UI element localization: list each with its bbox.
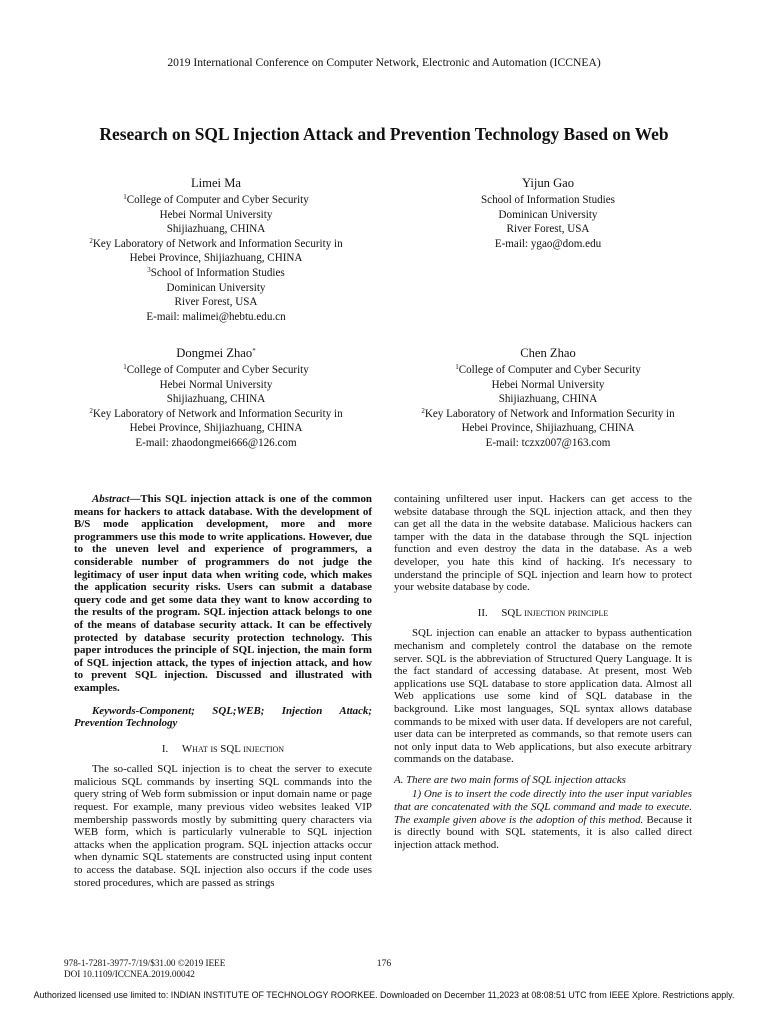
isbn-line: 978-1-7281-3977-7/19/$31.00 ©2019 IEEE (64, 958, 226, 968)
section-2-paragraph: SQL injection can enable an attacker to bypass authentication mechanism and completely control the database on the remote server. SQL is the abbreviation of Structured Query Language. It is the fact standard of accessing database. At present, most Web applications use SQL database to store application data. Almost all Web applications use some kind of SQL database in the background. Like most languages, SQL syntax allows database commands to be mixed with user data. If developers are not careful, user data can be interpreted as commands, so that remote users can not only input data to Web applications, but also execute arbitrary commands on the database. (394, 627, 692, 766)
affiliation-line: Hebei Normal University (491, 378, 605, 391)
affiliation-line: $^2$Key Laboratory of Network and Information Security in (89, 406, 343, 420)
affiliation-line: $^2$Key Laboratory of Network and Information Security in (89, 236, 343, 250)
affiliation-marker: 1 (123, 363, 127, 371)
affiliation-marker: 1 (123, 193, 127, 201)
keywords: Keywords-Component; SQL;WEB; Injection Attack; Prevention Technology (74, 704, 372, 730)
affiliation-marker: 2 (421, 406, 425, 415)
affiliation-line: School of Information Studies (480, 194, 616, 206)
subsection-a-heading: A. There are two main forms of SQL injection attacks (394, 773, 626, 786)
author-affiliations (56, 363, 376, 451)
author-name: Dongmei Zhao* (176, 346, 256, 360)
affiliation-line: $^2$Key Laboratory of Network and Information Security in (421, 406, 675, 420)
list-item-1: 1) One is to insert the code directly into the user input variables that are concatenated with the SQL command and made to execute. The example given above is the adoption of this method. Because it is directly bound with SQL statements, it is also called direct injection attack method. (394, 788, 692, 851)
affiliation-line: Hebei Province, Shijiazhuang, CHINA (461, 422, 635, 435)
affiliation-line: E-mail: ygao@dom.edu (494, 237, 602, 250)
section-2-heading: II. SQL injection principle (477, 606, 609, 619)
author-block-yijun-gao (388, 175, 708, 251)
page-number: 176 (376, 958, 392, 969)
author-block-chen-zhao (388, 345, 708, 451)
affiliation-line: River Forest, USA (174, 296, 258, 309)
section-1-heading: I. What is SQL injection (161, 742, 285, 755)
affiliation-line: Hebei Normal University (159, 208, 273, 221)
affiliation-line: Hebei Normal University (159, 378, 273, 391)
affiliation-line: E-mail: zhaodongmei666@126.com (135, 436, 297, 449)
affiliation-line: Shijiazhuang, CHINA (498, 393, 598, 406)
affiliation-line: Dominican University (166, 281, 266, 294)
affiliation-line: Shijiazhuang, CHINA (166, 393, 266, 406)
author-affiliations (388, 363, 708, 451)
affiliation-line: Dominican University (498, 208, 598, 221)
doi-line: DOI 10.1109/ICCNEA.2019.00042 (64, 969, 195, 979)
section-1-paragraph: The so-called SQL injection is to cheat the server to execute malicious SQL commands by inserting SQL commands into the query string of Web form submission or input domain name or page request. For example, many previous video websites leaked VIP membership passwords mostly by submitting query characters via WEB form, which is particularly vulnerable to SQL injection attacks when the application program. SQL injection attacks occur when dynamic SQL statements are constructed using input content to access the database. SQL injection also occurs if the code uses stored procedures, which are passed as strings (74, 763, 372, 889)
affiliation-line: $^1$College of Computer and Cyber Security (455, 363, 641, 376)
author-name: Yijun Gao (521, 176, 575, 190)
section-1-continued: containing unfiltered user input. Hackers can get access to the website database through the SQL injection attack, and then they can get all the data in the website database. Malicious hackers can tamper with the data in the database through the SQL injection function and even destroy the data in the database. As a web developer, you hate this kind of hacking. It's necessary to understand the principle of SQL injection and learn how to protect your website database by code. (394, 493, 692, 594)
affiliation-line: Hebei Province, Shijiazhuang, CHINA (129, 422, 303, 435)
conference-header: 2019 International Conference on Computer Network, Electronic and Automation (ICCNEA) (167, 56, 601, 69)
abstract: Abstract—This SQL injection attack is one of the common means for hackers to attack database. With the development of B/S mode application development, more and more programmers use this mode to write applications. However, due to the uneven level and experience of programmers, a considerable number of programmers do not judge the legitimacy of user input data when writing code, which makes the application security risks. Users can submit a database query code and get some data they want to know according to the results of the program. SQL injection attack belongs to one of the means of database security attack. It can be effectively protected by database security protection technology. This paper introduces the principle of SQL injection, the main form of SQL injection attack, the types of injection attack, and how to prevent SQL injection. Discussed and illustrated with examples. (74, 493, 372, 694)
affiliation-line: Hebei Province, Shijiazhuang, CHINA (129, 252, 303, 265)
affiliation-line: E-mail: malimei@hebtu.edu.cn (146, 310, 286, 323)
affiliation-line: River Forest, USA (506, 223, 590, 236)
left-column (74, 493, 372, 889)
affiliation-line: Shijiazhuang, CHINA (166, 223, 266, 236)
affiliation-line: $^1$College of Computer and Cyber Security (123, 363, 309, 376)
author-affiliations (56, 193, 376, 324)
affiliation-line: $^3$School of Information Studies (147, 265, 285, 279)
affiliation-marker: 1 (455, 363, 459, 371)
affiliation-line: E-mail: tczxz007@163.com (485, 436, 611, 449)
affiliation-marker: 2 (89, 406, 93, 415)
author-affiliations (388, 193, 708, 251)
right-column (394, 493, 692, 851)
affiliation-marker: 2 (89, 236, 93, 245)
affiliation-marker: 3 (147, 265, 151, 274)
affiliation-line: $^1$College of Computer and Cyber Security (123, 193, 309, 206)
author-block-dongmei-zhao (56, 345, 376, 451)
abstract-label: Abstract (92, 493, 130, 505)
license-notice: Authorized licensed use limited to: INDIAN INSTITUTE OF TECHNOLOGY ROORKEE. Downloaded on December 11,2023 at 08:08:51 UTC from IEEE Xplore. Restrictions apply. (33, 990, 735, 1000)
author-name: Limei Ma (190, 176, 241, 190)
paper-title: Research on SQL Injection Attack and Prevention Technology Based on Web (99, 124, 669, 144)
author-name: Chen Zhao (520, 346, 576, 360)
corresponding-author-mark: * (252, 347, 256, 355)
author-block-limei-ma (56, 175, 376, 324)
